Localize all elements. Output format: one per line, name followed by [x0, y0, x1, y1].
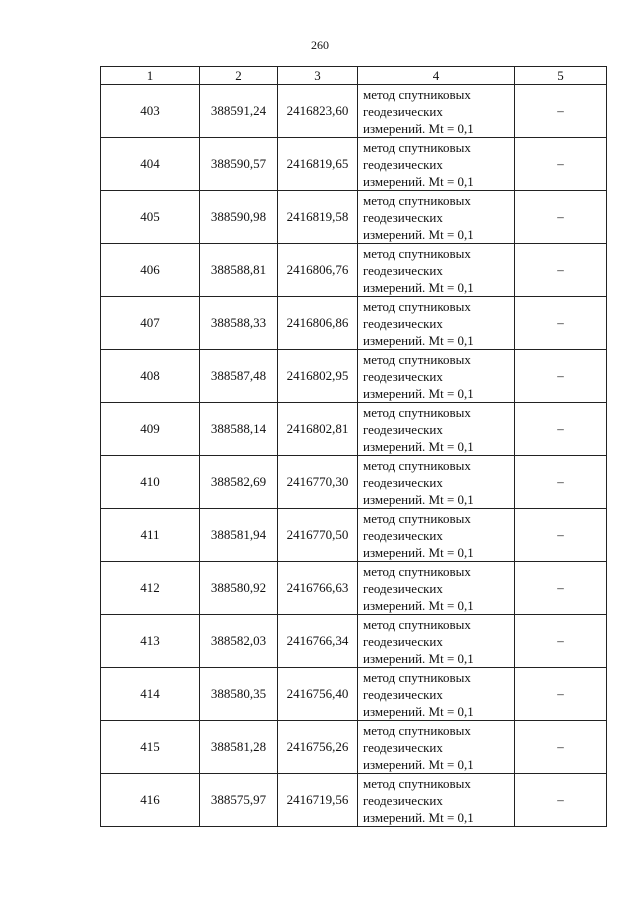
method-cell: метод спутниковых геодезических измерений. Mt = 0,1: [358, 191, 515, 244]
method-cell: метод спутниковых геодезических измерений. Mt = 0,1: [358, 774, 515, 827]
y-coordinate-cell: 2416819,65: [278, 138, 358, 191]
table-row: [101, 138, 607, 191]
table-row: [101, 191, 607, 244]
x-coordinate-cell: 388591,24: [200, 85, 278, 138]
x-coordinate-cell: 388581,94: [200, 509, 278, 562]
y-coordinate-cell: 2416823,60: [278, 85, 358, 138]
note-cell: –: [515, 456, 607, 509]
point-number-cell: 414: [101, 668, 200, 721]
method-cell: метод спутниковых геодезических измерений. Mt = 0,1: [358, 615, 515, 668]
method-cell: метод спутниковых геодезических измерений. Mt = 0,1: [358, 350, 515, 403]
table-row: [101, 403, 607, 456]
point-number-cell: 408: [101, 350, 200, 403]
note-cell: –: [515, 403, 607, 456]
point-number-cell: 409: [101, 403, 200, 456]
method-cell: метод спутниковых геодезических измерений. Mt = 0,1: [358, 138, 515, 191]
y-coordinate-cell: 2416766,34: [278, 615, 358, 668]
method-cell: метод спутниковых геодезических измерений. Mt = 0,1: [358, 244, 515, 297]
table-row: [101, 562, 607, 615]
table-row: [101, 721, 607, 774]
y-coordinate-cell: 2416802,81: [278, 403, 358, 456]
table-row: [101, 350, 607, 403]
point-number-cell: 405: [101, 191, 200, 244]
table-row: [101, 244, 607, 297]
page-number: 260: [311, 38, 329, 52]
x-coordinate-cell: 388588,33: [200, 297, 278, 350]
y-coordinate-cell: 2416802,95: [278, 350, 358, 403]
note-cell: –: [515, 297, 607, 350]
method-cell: метод спутниковых геодезических измерений. Mt = 0,1: [358, 85, 515, 138]
note-cell: –: [515, 668, 607, 721]
note-cell: –: [515, 350, 607, 403]
y-coordinate-cell: 2416770,50: [278, 509, 358, 562]
note-cell: –: [515, 191, 607, 244]
table-row: [101, 774, 607, 827]
column-header: 4: [358, 67, 515, 85]
method-cell: метод спутниковых геодезических измерений. Mt = 0,1: [358, 721, 515, 774]
method-cell: метод спутниковых геодезических измерений. Mt = 0,1: [358, 456, 515, 509]
method-cell: метод спутниковых геодезических измерений. Mt = 0,1: [358, 509, 515, 562]
note-cell: –: [515, 509, 607, 562]
x-coordinate-cell: 388588,81: [200, 244, 278, 297]
table-row: [101, 297, 607, 350]
point-number-cell: 413: [101, 615, 200, 668]
x-coordinate-cell: 388590,57: [200, 138, 278, 191]
table-row: [101, 668, 607, 721]
note-cell: –: [515, 138, 607, 191]
table-row: [101, 456, 607, 509]
method-cell: метод спутниковых геодезических измерений. Mt = 0,1: [358, 297, 515, 350]
table-row: [101, 509, 607, 562]
point-number-cell: 404: [101, 138, 200, 191]
point-number-cell: 415: [101, 721, 200, 774]
table-row: [101, 615, 607, 668]
table-row: [101, 85, 607, 138]
x-coordinate-cell: 388588,14: [200, 403, 278, 456]
note-cell: –: [515, 85, 607, 138]
point-number-cell: 406: [101, 244, 200, 297]
note-cell: –: [515, 721, 607, 774]
x-coordinate-cell: 388582,03: [200, 615, 278, 668]
y-coordinate-cell: 2416806,76: [278, 244, 358, 297]
x-coordinate-cell: 388590,98: [200, 191, 278, 244]
y-coordinate-cell: 2416806,86: [278, 297, 358, 350]
note-cell: –: [515, 615, 607, 668]
y-coordinate-cell: 2416819,58: [278, 191, 358, 244]
y-coordinate-cell: 2416756,40: [278, 668, 358, 721]
note-cell: –: [515, 244, 607, 297]
method-cell: метод спутниковых геодезических измерений. Mt = 0,1: [358, 403, 515, 456]
y-coordinate-cell: 2416770,30: [278, 456, 358, 509]
point-number-cell: 416: [101, 774, 200, 827]
x-coordinate-cell: 388580,92: [200, 562, 278, 615]
column-header: 3: [278, 67, 358, 85]
note-cell: –: [515, 774, 607, 827]
table-body: [101, 85, 607, 827]
point-number-cell: 412: [101, 562, 200, 615]
x-coordinate-cell: 388587,48: [200, 350, 278, 403]
x-coordinate-cell: 388581,28: [200, 721, 278, 774]
coordinates-table: [100, 66, 607, 827]
y-coordinate-cell: 2416756,26: [278, 721, 358, 774]
x-coordinate-cell: 388575,97: [200, 774, 278, 827]
header-row: [101, 67, 607, 85]
note-cell: –: [515, 562, 607, 615]
y-coordinate-cell: 2416719,56: [278, 774, 358, 827]
method-cell: метод спутниковых геодезических измерений. Mt = 0,1: [358, 562, 515, 615]
column-header: 2: [200, 67, 278, 85]
point-number-cell: 410: [101, 456, 200, 509]
point-number-cell: 411: [101, 509, 200, 562]
point-number-cell: 407: [101, 297, 200, 350]
point-number-cell: 403: [101, 85, 200, 138]
x-coordinate-cell: 388582,69: [200, 456, 278, 509]
column-header: 5: [515, 67, 607, 85]
column-header: 1: [101, 67, 200, 85]
x-coordinate-cell: 388580,35: [200, 668, 278, 721]
y-coordinate-cell: 2416766,63: [278, 562, 358, 615]
method-cell: метод спутниковых геодезических измерений. Mt = 0,1: [358, 668, 515, 721]
